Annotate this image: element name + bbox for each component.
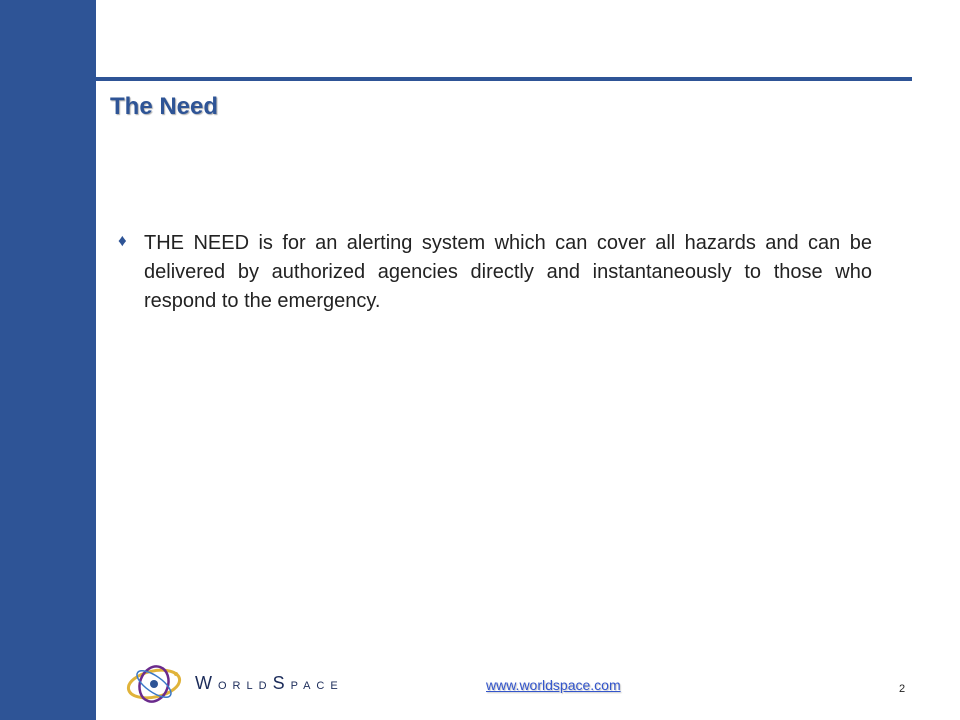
diamond-bullet-icon: ♦ bbox=[118, 231, 127, 250]
footer-website-link[interactable]: www.worldspace.com bbox=[486, 677, 621, 693]
bullet-text: THE NEED is for an alerting system which can cover all hazards and can be delivered by authorized agencies directly and instantaneously to those who respond to the emergency. bbox=[144, 232, 872, 312]
globe-orbit-logo-icon bbox=[124, 660, 188, 708]
left-sidebar-band bbox=[0, 0, 96, 720]
title-rule bbox=[32, 77, 912, 81]
worldspace-logo bbox=[124, 660, 364, 708]
logo-wordmark: WORLDSPACE bbox=[195, 673, 344, 693]
slide-title: The Need bbox=[110, 93, 219, 120]
page-number: 2 bbox=[899, 683, 906, 695]
